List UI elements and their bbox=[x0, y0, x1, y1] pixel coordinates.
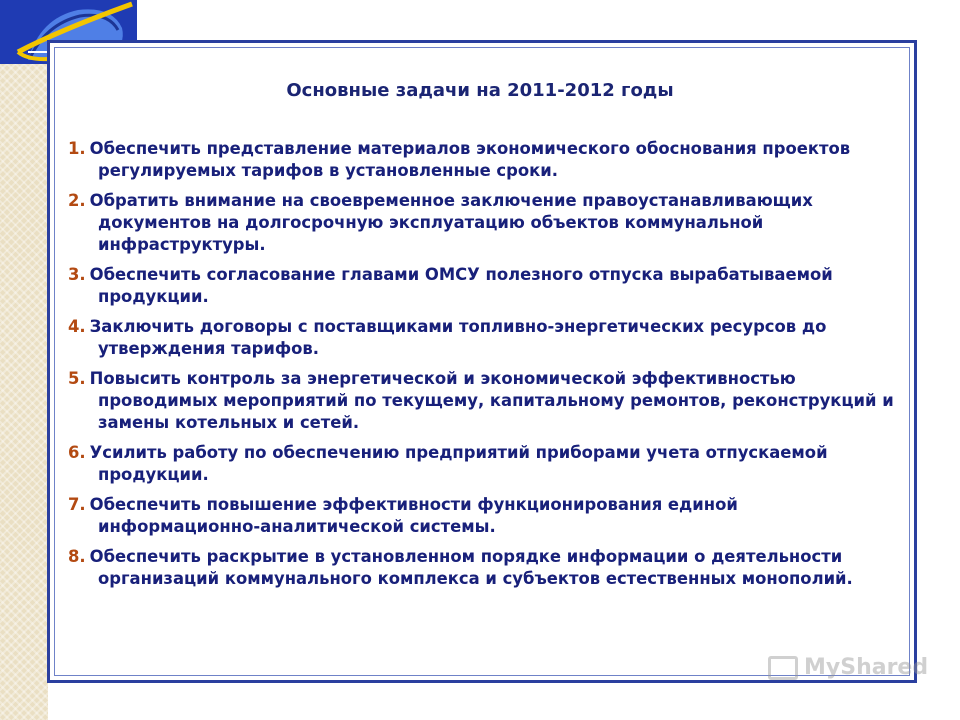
task-text: Обратить внимание на своевременное заключение правоустанавливающих документов на долгосрочную эксплуатацию объектов коммунальной инфраструктуры. bbox=[89, 191, 813, 254]
task-number: 7. bbox=[68, 495, 86, 514]
watermark-text: MyShared bbox=[804, 655, 929, 680]
task-number: 3. bbox=[68, 265, 86, 284]
task-item bbox=[68, 190, 898, 256]
task-number: 5. bbox=[68, 369, 86, 388]
task-text: Повысить контроль за энергетической и экономической эффективностью проводимых мероприятий по текущему, капитальному ремонтов, реконструкций и замены котельных и сетей. bbox=[89, 369, 894, 432]
task-item bbox=[68, 368, 898, 434]
task-text: Заключить договоры с поставщиками топливно-энергетических ресурсов до утверждения тарифов. bbox=[89, 317, 827, 358]
task-number: 2. bbox=[68, 191, 86, 210]
task-text: Обеспечить представление материалов экономического обоснования проектов регулируемых тарифов в установленные сроки. bbox=[89, 139, 851, 180]
slide-title: Основные задачи на 2011-2012 годы bbox=[286, 80, 674, 101]
task-item bbox=[68, 138, 898, 182]
presentation-icon bbox=[768, 656, 798, 680]
task-text: Обеспечить согласование главами ОМСУ полезного отпуска вырабатываемой продукции. bbox=[89, 265, 833, 306]
task-number: 4. bbox=[68, 317, 86, 336]
task-item bbox=[68, 494, 898, 538]
task-number: 6. bbox=[68, 443, 86, 462]
task-number: 1. bbox=[68, 139, 86, 158]
task-number: 8. bbox=[68, 547, 86, 566]
task-list bbox=[68, 138, 898, 598]
task-item bbox=[68, 316, 898, 360]
task-text: Усилить работу по обеспечению предприятий приборами учета отпускаемой продукции. bbox=[89, 443, 828, 484]
task-item bbox=[68, 546, 898, 590]
task-text: Обеспечить раскрытие в установленном порядке информации о деятельности организаций коммунального комплекса и субъектов естественных монополий. bbox=[89, 547, 853, 588]
watermark bbox=[768, 655, 928, 680]
task-item bbox=[68, 442, 898, 486]
task-text: Обеспечить повышение эффективности функционирования единой информационно-аналитической системы. bbox=[89, 495, 738, 536]
decorative-stripe bbox=[0, 0, 48, 720]
task-item bbox=[68, 264, 898, 308]
